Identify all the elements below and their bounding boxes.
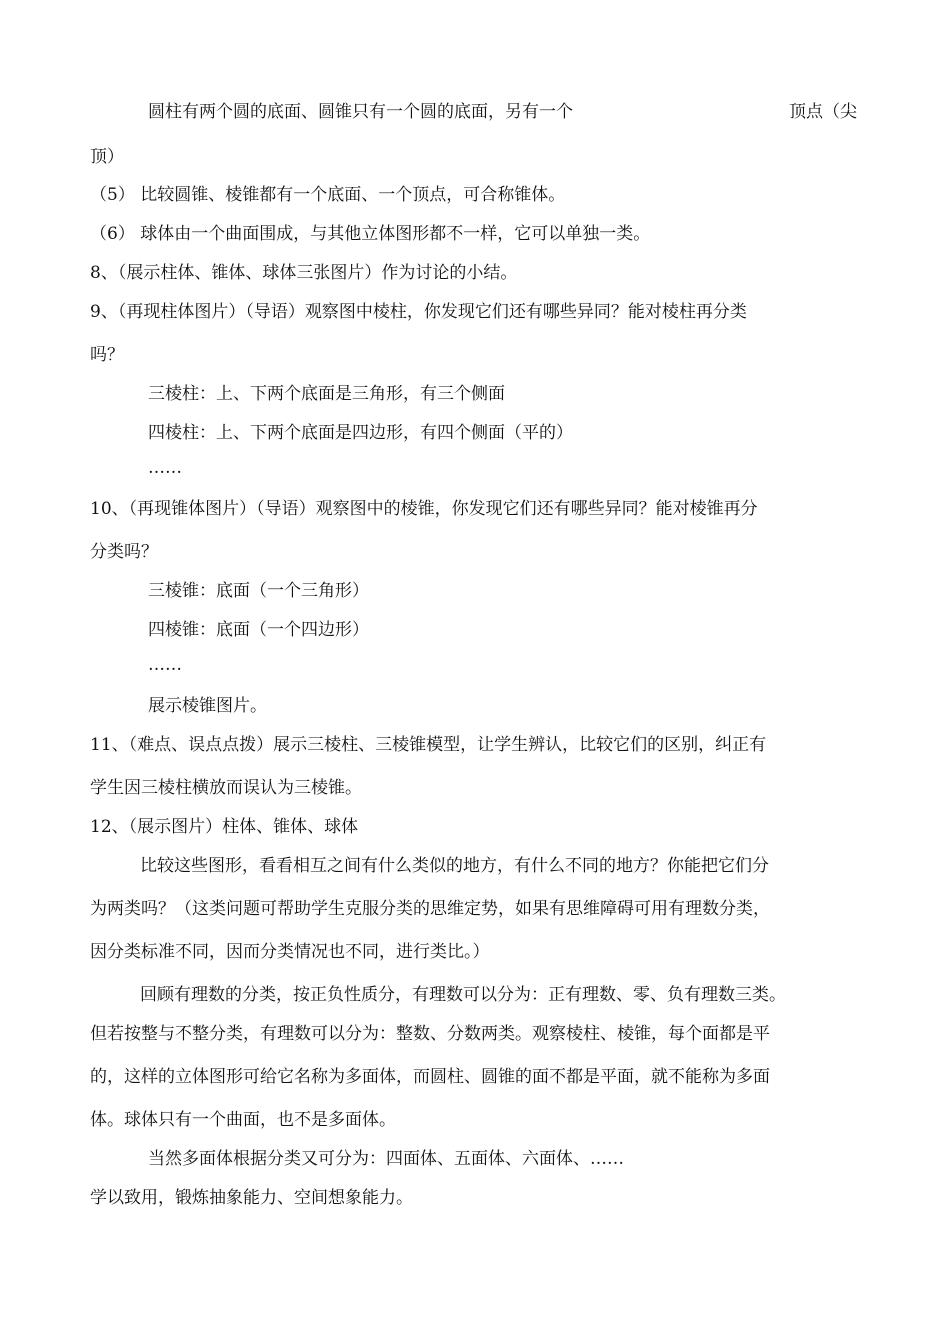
paragraph-line: 体。球体只有一个曲面，也不是多面体。	[90, 1110, 396, 1130]
paragraph-line: 顶）	[90, 147, 124, 167]
list-item: （6） 球体由一个曲面围成，与其他立体图形都不一样，它可以单独一类。	[90, 224, 651, 244]
list-item: 10、（再现锥体图片）（导语）观察图中的棱锥，你发现它们还有哪些异同？能对棱锥再分	[90, 499, 758, 519]
ellipsis: ……	[148, 458, 182, 478]
list-item: 12、（展示图片）柱体、锥体、球体	[90, 817, 359, 837]
paragraph-line: 学生因三棱柱横放而误认为三棱锥。	[90, 778, 362, 798]
paragraph-line: 的，这样的立体图形可给它名称为多面体，而圆柱、圆锥的面不都是平面，就不能称为多面	[90, 1067, 770, 1087]
list-item: （5） 比较圆锥、棱锥都有一个底面、一个顶点，可合称锥体。	[90, 185, 566, 205]
paragraph-line: 三棱柱：上、下两个底面是三角形，有三个侧面	[148, 384, 505, 404]
paragraph-line: 但若按整与不整分类，有理数可以分为：整数、分数两类。观察棱柱、棱锥，每个面都是平	[90, 1024, 770, 1044]
paragraph-line: 比较这些图形，看看相互之间有什么类似的地方，有什么不同的地方？你能把它们分	[140, 856, 769, 876]
paragraph-line: 圆柱有两个圆的底面、圆锥只有一个圆的底面，另有一个	[148, 102, 573, 122]
paragraph-line: 因分类标准不同，因而分类情况也不同，进行类比。）	[90, 942, 490, 962]
paragraph-line: 回顾有理数的分类，按正负性质分，有理数可以分为：正有理数、零、负有理数三类。	[140, 985, 786, 1005]
list-item: 11、（难点、误点点拨）展示三棱柱、三棱锥模型，让学生辨认，比较它们的区别，纠正有	[90, 735, 767, 755]
paragraph-line: 当然多面体根据分类又可分为：四面体、五面体、六面体、……	[148, 1149, 624, 1169]
ellipsis: ……	[148, 655, 182, 675]
paragraph-line: 顶点（尖	[789, 102, 857, 122]
paragraph-line: 为两类吗？（这类问题可帮助学生克服分类的思维定势，如果有思维障碍可用有理数分类，	[90, 899, 770, 919]
paragraph-line: 展示棱锥图片。	[148, 696, 267, 716]
paragraph-line: 吗？	[90, 345, 124, 365]
paragraph-line: 学以致用，锻炼抽象能力、空间想象能力。	[90, 1188, 413, 1208]
list-item: 8、（展示柱体、锥体、球体三张图片）作为讨论的小结。	[90, 263, 518, 283]
paragraph-line: 四棱柱：上、下两个底面是四边形，有四个侧面（平的）	[148, 423, 573, 443]
paragraph-line: 三棱锥：底面（一个三角形）	[148, 581, 369, 601]
paragraph-line: 分类吗？	[90, 542, 158, 562]
list-item: 9、（再现柱体图片）（导语）观察图中棱柱，你发现它们还有哪些异同？能对棱柱再分类	[90, 302, 747, 322]
paragraph-line: 四棱锥：底面（一个四边形）	[148, 620, 369, 640]
